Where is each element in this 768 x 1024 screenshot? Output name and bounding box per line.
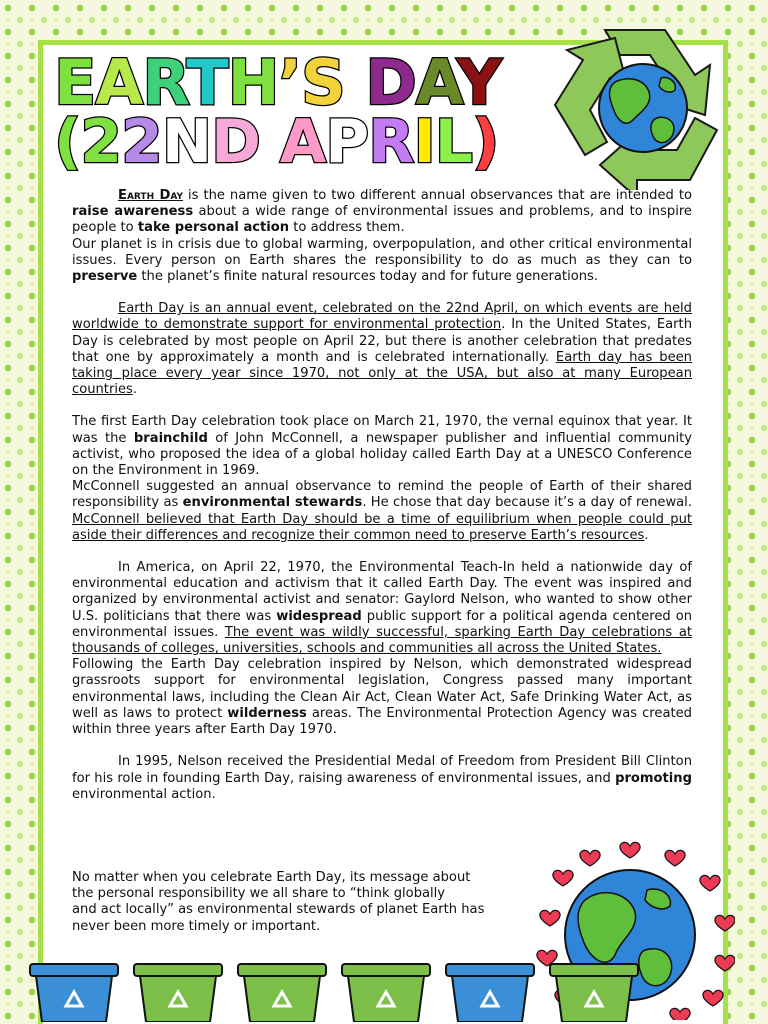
title-letter: A <box>95 46 143 119</box>
heart-icon <box>665 850 685 866</box>
recycle-bin-icon <box>28 962 120 1022</box>
title-letter: A <box>415 46 457 119</box>
paragraph-7: Following the Earth Day celebration inspired by Nelson, which demonstrated widespread grassroots support for environmental legislation, Congress passed many important environmental laws, including the Clean Air Act, Clean Water Act, Safe Drinking Water Act, as well as laws to protect wilderness areas. The Environmental Protection Agency was created within three years after Earth Day 1970. <box>72 657 692 738</box>
title-letter: D <box>365 46 416 119</box>
title-letter: N <box>161 107 212 177</box>
title-letter: 2 <box>80 107 122 177</box>
recycle-bins-row <box>28 958 728 1024</box>
title-letter: D <box>211 107 260 177</box>
title-letter: P <box>325 107 369 177</box>
title-letter: S <box>301 46 345 119</box>
heart-icon <box>580 850 600 866</box>
heart-icon <box>700 875 720 891</box>
heart-icon <box>715 915 735 931</box>
paragraph-6: In America, on April 22, 1970, the Environmental Teach-In held a nationwide day of environmental education and activism that it called Earth Day. The event was inspired and organized by environmental activist and senator: Gaylord Nelson, who wanted to show other U.S. politicians that there was widespread public support for a political agenda centered on environmental issues. The event was wildly successful, sparking Earth Day celebrations at thousands of colleges, universities, schools and communities all across the United States. <box>72 560 693 657</box>
title-letter: R <box>368 107 414 177</box>
recycle-bin-icon <box>236 962 328 1022</box>
title-letter: E <box>54 46 96 119</box>
recycle-bin-icon <box>340 962 432 1022</box>
paragraph-8: In 1995, Nelson received the Presidential Medal of Freedom from President Bill Clinton for his role in founding Earth Day, raising awareness of environmental issues, and promoting environmental action. <box>72 754 692 802</box>
title-letter: ( <box>54 107 81 177</box>
title-letter: Y <box>456 46 501 119</box>
title-letter: ) <box>472 107 499 177</box>
title-letter: ’ <box>278 46 302 119</box>
title-letter <box>260 107 280 177</box>
heart-icon <box>540 910 560 926</box>
article-body <box>72 188 692 803</box>
recycle-arrows-icon <box>545 20 760 190</box>
paragraph-3: Earth Day is an annual event, celebrated on the 22nd April, on which events are held worldwide to demonstrate support for environmental protection. In the United States, Earth Day is celebrated by most people on April 22, but there is another celebration that predates that one by approximately a month and is celebrated internationally. Earth day has been taking place every year since 1970, not only at the USA, but also at many European countries. <box>72 301 692 398</box>
recycle-bin-icon <box>444 962 536 1022</box>
paragraph-2: Our planet is in crisis due to global warming, overpopulation, and other critical environmental issues. Every person on Earth shares the responsibility to do as much as they can to preserve the planet’s finite natural resources today and for future generations. <box>72 236 692 285</box>
closing-paragraph: No matter when you celebrate Earth Day, its message about the personal responsibility we all share to “think globally and act locally” as environmental stewards of planet Earth has never been more timely or important. <box>72 870 485 934</box>
title-letter: T <box>186 46 228 119</box>
title-letter: I <box>413 107 435 177</box>
globe-icon <box>599 64 687 152</box>
recycle-bin-icon <box>548 962 640 1022</box>
title-letter: 2 <box>121 107 162 177</box>
title-letter: A <box>279 107 326 177</box>
paragraph-1: Earth Day is the name given to two different annual observances that are intended to raise awareness about a wide range of environmental issues and problems, and to inspire people to take personal action to address them. <box>72 188 692 236</box>
title-letter: H <box>227 46 279 119</box>
title-line-1 <box>54 46 501 119</box>
title-letter: L <box>434 107 473 177</box>
heart-icon <box>620 842 640 858</box>
title-letter: R <box>142 46 187 119</box>
paragraph-5: McConnell suggested an annual observance to remind the people of Earth of their shared responsibility as environmental stewards. He chose that day because it’s a day of renewal. McConnell believed that Earth Day should be a time of equilibrium when people could put aside their differences and recognize their common need to preserve Earth’s resources. <box>72 479 692 543</box>
paragraph-4: The first Earth Day celebration took place on March 21, 1970, the vernal equinox that year. It was the brainchild of John McConnell, a newspaper publisher and influential community activist, who proposed the idea of a global holiday called Earth Day at a UNESCO Conference on the Environment in 1969. <box>72 414 692 479</box>
title-line-2 <box>54 107 499 177</box>
heart-icon <box>553 870 573 886</box>
recycle-bin-icon <box>132 962 224 1022</box>
